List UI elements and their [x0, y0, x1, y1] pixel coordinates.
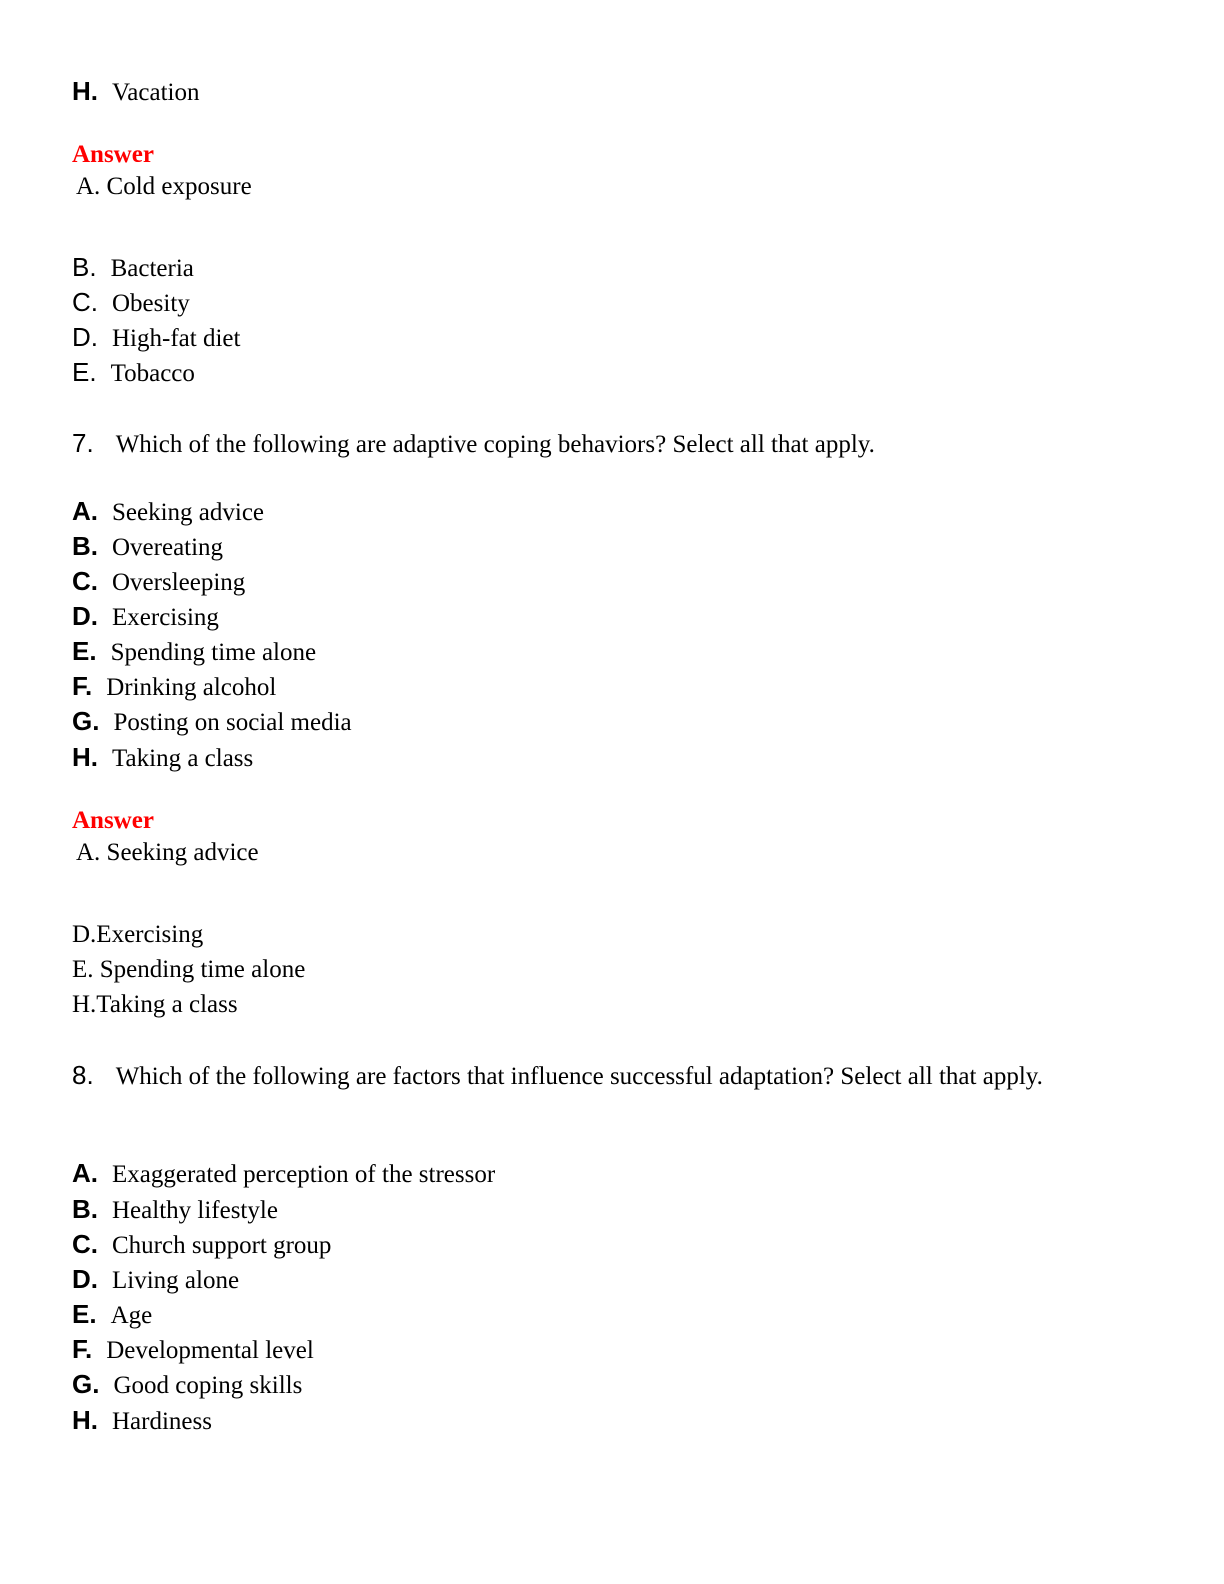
q7-option — [72, 496, 264, 528]
answer-item — [72, 357, 195, 389]
option-text: Age — [110, 1302, 153, 1329]
q7-option — [72, 531, 223, 563]
option-text: Seeking advice — [112, 499, 265, 526]
answer-item: E. Spending time alone — [72, 956, 306, 983]
option-text: Spending time alone — [110, 639, 317, 666]
option-text: Hardiness — [112, 1408, 212, 1435]
question-text: Which of the following are factors that influence successful adaptation? Select all that apply. — [115, 1063, 1043, 1090]
option-label: H. — [72, 742, 98, 772]
item-text: High-fat diet — [112, 325, 241, 352]
question-text: Which of the following are adaptive coping behaviors? Select all that apply. — [115, 431, 875, 458]
q7-option — [72, 566, 245, 598]
question-7 — [72, 428, 875, 460]
answer-first: A. Seeking advice — [76, 839, 259, 866]
option-label: F. — [72, 671, 93, 701]
item-text: Tobacco — [110, 360, 195, 387]
option-text: Posting on social media — [113, 709, 352, 736]
option-text: Overeating — [112, 534, 224, 561]
option-text: Vacation — [112, 79, 200, 106]
item-label: D. — [72, 322, 98, 352]
option-text: Drinking alcohol — [106, 674, 277, 701]
option-text: Developmental level — [106, 1337, 314, 1364]
option-label: A. — [72, 1158, 98, 1188]
option-text: Church support group — [112, 1232, 332, 1259]
answer-item: D.Exercising — [72, 921, 204, 948]
option-text: Living alone — [112, 1267, 240, 1294]
option-text: Taking a class — [112, 745, 254, 772]
item-text: Bacteria — [110, 255, 194, 282]
option-label: D. — [72, 601, 98, 631]
q7-option — [72, 742, 253, 774]
item-label: B. — [72, 252, 97, 282]
q8-option — [72, 1299, 152, 1331]
question-8 — [72, 1060, 1043, 1092]
q8-option — [72, 1158, 495, 1190]
q7-option — [72, 671, 276, 703]
item-label: C. — [72, 287, 98, 317]
question-number: 7. — [72, 428, 94, 458]
option-text: Oversleeping — [112, 569, 246, 596]
q8-option — [72, 1405, 212, 1437]
q8-option — [72, 1194, 278, 1226]
option-label: E. — [72, 636, 97, 666]
q8-option — [72, 1229, 331, 1261]
option-label: G. — [72, 706, 100, 736]
q8-option — [72, 1334, 314, 1366]
option-label: B. — [72, 1194, 98, 1224]
q7-option — [72, 636, 316, 668]
answer-heading: Answer — [72, 807, 154, 834]
answer-item — [72, 322, 240, 354]
option-label: F. — [72, 1334, 93, 1364]
option-text: Good coping skills — [113, 1372, 303, 1399]
option-text: Exercising — [112, 604, 219, 631]
question-number: 8. — [72, 1060, 94, 1090]
answer-first: A. Cold exposure — [76, 173, 252, 200]
item-text: Obesity — [112, 290, 190, 317]
option-label: H. — [72, 76, 98, 106]
answer-heading: Answer — [72, 141, 154, 168]
option-text: Exaggerated perception of the stressor — [112, 1161, 496, 1188]
q8-option — [72, 1264, 239, 1296]
q7-option — [72, 601, 219, 633]
option-label: E. — [72, 1299, 97, 1329]
option-label: B. — [72, 531, 98, 561]
option-label: H. — [72, 1405, 98, 1435]
answer-item: H.Taking a class — [72, 991, 238, 1018]
option-text: Healthy lifestyle — [112, 1197, 278, 1224]
option-label: C. — [72, 566, 98, 596]
answer-item — [72, 252, 194, 284]
option-h-vacation — [72, 76, 199, 108]
answer-item — [72, 287, 190, 319]
item-label: E. — [72, 357, 97, 387]
option-label: G. — [72, 1369, 100, 1399]
option-label: D. — [72, 1264, 98, 1294]
option-label: A. — [72, 496, 98, 526]
option-label: C. — [72, 1229, 98, 1259]
q8-option — [72, 1369, 302, 1401]
q7-option — [72, 706, 352, 738]
